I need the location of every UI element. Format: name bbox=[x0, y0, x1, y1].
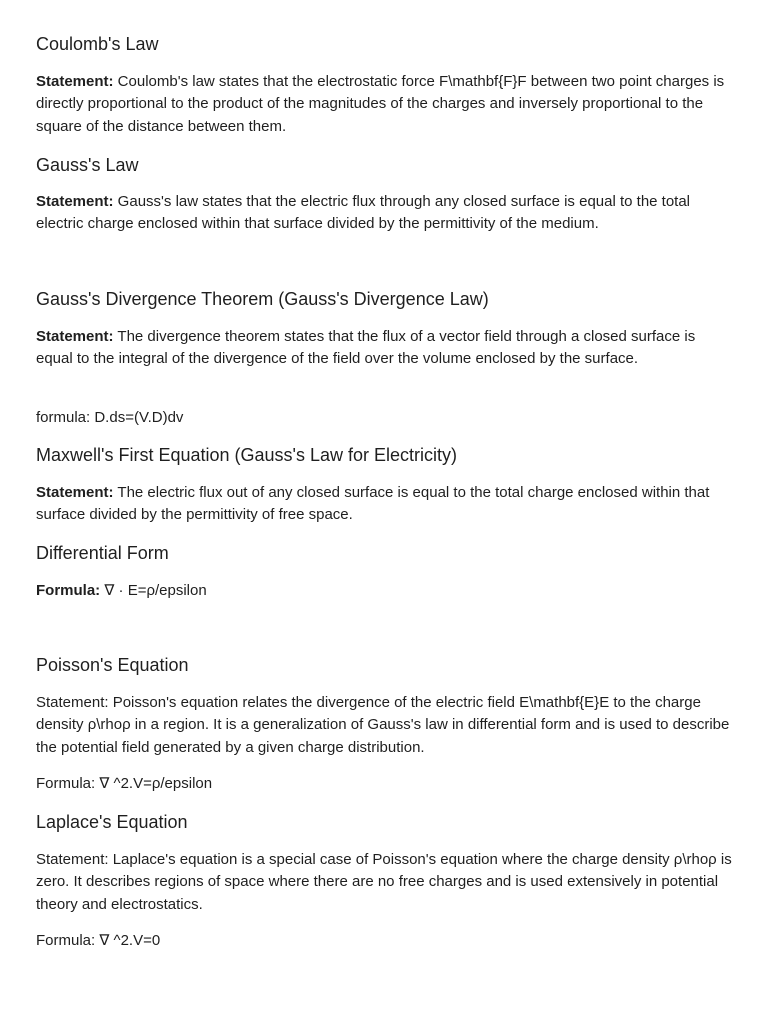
formula-label: Formula: bbox=[36, 582, 101, 599]
statement-label: Statement: bbox=[36, 328, 114, 345]
paragraph-poisson-statement: Statement: Poisson's equation relates the divergence of the electric field E\mathbf{E}E to the charge density ρ\rhoρ in a region. It is a generalization of Gauss's law in differential form and is used to describe the potential field generated by a given charge distribution. bbox=[36, 694, 730, 756]
statement-text: Gauss's law states that the electric flux through any closed surface is equal to the total electric charge enclosed within that surface divided by the permittivity of the medium. bbox=[36, 193, 691, 233]
paragraph-maxwell-statement bbox=[36, 482, 736, 527]
statement-text: The electric flux out of any closed surface is equal to the total charge enclosed within that surface divided by the permittivity of free space. bbox=[36, 484, 710, 524]
heading-coulombs-law: Coulomb's Law bbox=[36, 34, 159, 54]
heading-laplace-equation: Laplace's Equation bbox=[36, 812, 188, 832]
statement-text: The divergence theorem states that the flux of a vector field through a closed surface is equal to the integral of the divergence of the field over the volume enclosed by the surface. bbox=[36, 328, 696, 368]
statement-label: Statement: bbox=[36, 484, 114, 501]
heading-gauss-law: Gauss's Law bbox=[36, 155, 139, 175]
statement-text: Coulomb's law states that the electrostatic force F\mathbf{F}F between two point charges is directly proportional to the product of the magnitudes of the charges and inversely proportional to the square of the distance between them. bbox=[36, 73, 725, 135]
statement-label: Statement: bbox=[36, 193, 114, 210]
paragraph-coulombs-law-statement bbox=[36, 71, 736, 138]
formula-text: ∇ · E=ρ/epsilon bbox=[100, 582, 207, 599]
statement-label: Statement: bbox=[36, 73, 114, 90]
paragraph-divergence-theorem-statement bbox=[36, 326, 736, 371]
formula-divergence-theorem: formula: D.ds=(V.D)dv bbox=[36, 409, 184, 426]
paragraph-gauss-law-statement bbox=[36, 191, 736, 236]
heading-maxwell-first-equation: Maxwell's First Equation (Gauss's Law for Electricity) bbox=[36, 445, 457, 465]
heading-divergence-theorem: Gauss's Divergence Theorem (Gauss's Divergence Law) bbox=[36, 289, 489, 309]
formula-differential-form bbox=[36, 580, 736, 602]
paragraph-laplace-statement: Statement: Laplace's equation is a special case of Poisson's equation where the charge density ρ\rhoρ is zero. It describes regions of space where there are no free charges and is used extensively in potential theory and electrostatics. bbox=[36, 851, 732, 913]
formula-poisson: Formula: ∇ ^2.V=ρ/epsilon bbox=[36, 775, 213, 792]
formula-laplace: Formula: ∇ ^2.V=0 bbox=[36, 932, 161, 949]
heading-poisson-equation: Poisson's Equation bbox=[36, 655, 189, 675]
heading-differential-form: Differential Form bbox=[36, 543, 169, 563]
